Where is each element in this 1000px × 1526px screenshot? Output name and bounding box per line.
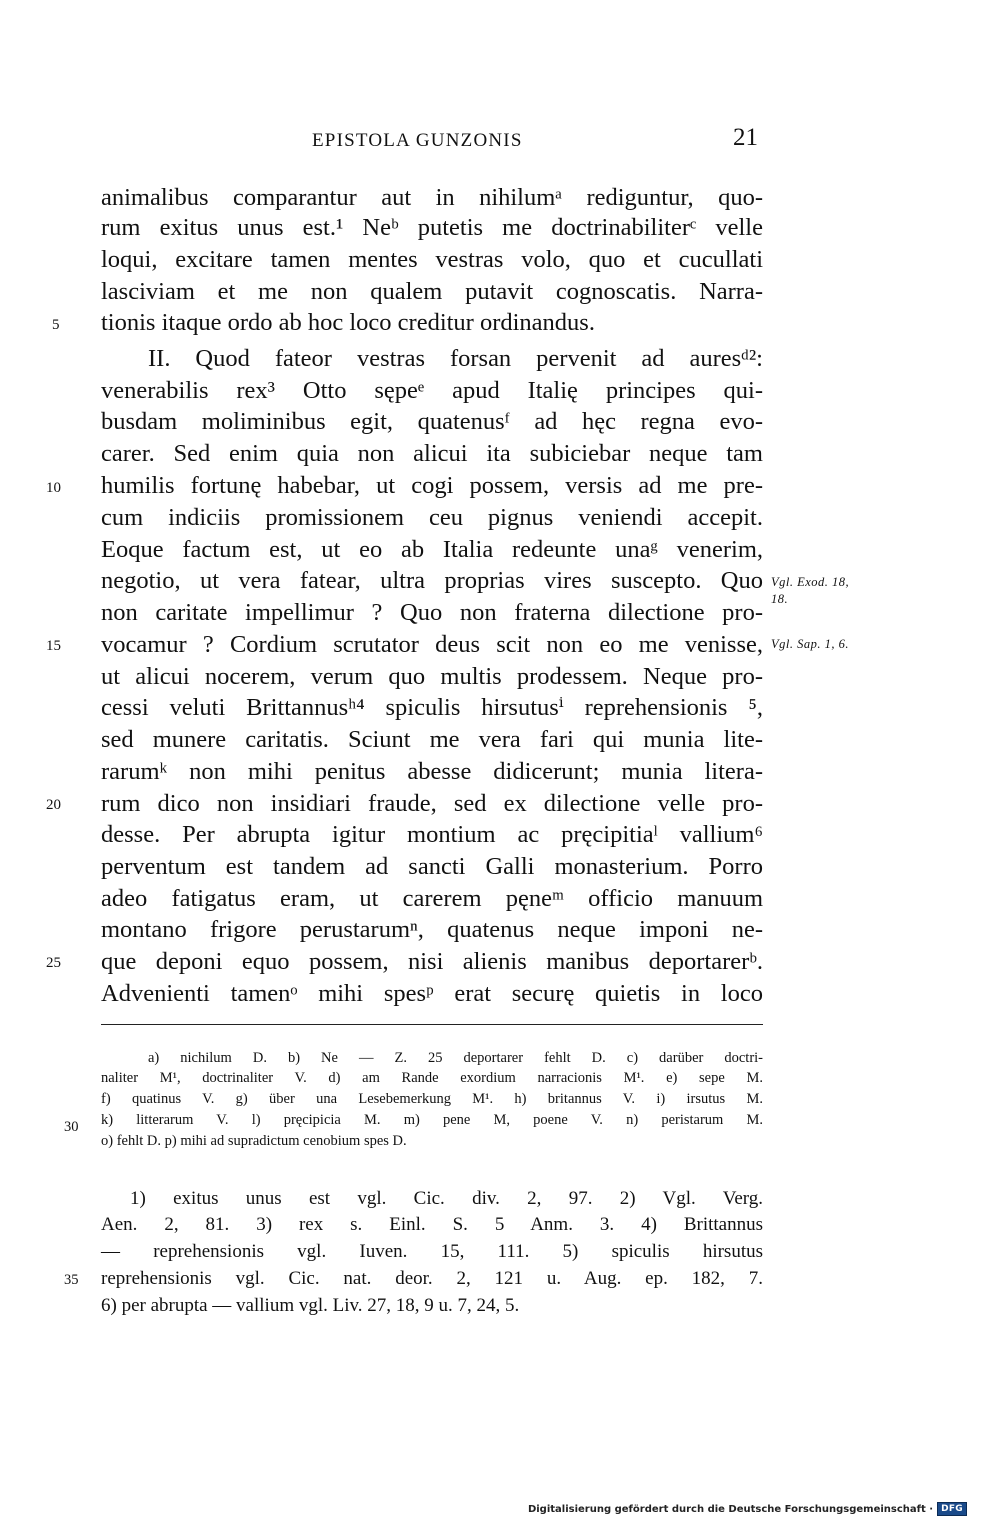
line-number: 30 bbox=[64, 1119, 79, 1135]
text-line: desse. Per abrupta igitur montium ac pręcipitiaˡ vallium⁶ bbox=[101, 821, 763, 848]
page-number: 21 bbox=[733, 124, 758, 151]
text-line: perventum est tandem ad sancti Galli monasterium. Porro bbox=[101, 853, 763, 880]
note-line: Aen. 2, 81. 3) rex s. Einl. S. 5 Anm. 3. 4) Brittannus bbox=[101, 1214, 763, 1235]
text-line: negotio, ut vera fatear, ultra proprias vires suscepto. Quo bbox=[101, 567, 763, 594]
note-line: 1) exitus unus est vgl. Cic. div. 2, 97. 2) Vgl. Verg. bbox=[130, 1188, 763, 1209]
line-number: 35 bbox=[64, 1272, 79, 1288]
footer-text: Digitalisierung gefördert durch die Deutsche Forschungsgemeinschaft · bbox=[527, 1503, 934, 1515]
dfg-logo: DFG bbox=[937, 1502, 967, 1516]
text-line: rarumᵏ non mihi penitus abesse didicerunt; munia litera- bbox=[101, 758, 763, 785]
line-number: 5 bbox=[52, 317, 60, 333]
text-line: Advenienti tamenᵒ mihi spesᵖ erat securę quietis in loco bbox=[101, 980, 763, 1007]
text-line: Eoque factum est, ut eo ab Italia redeunte unaᵍ venerim, bbox=[101, 536, 763, 563]
apparatus-line: o) fehlt D. p) mihi ad supradictum cenobium spes D. bbox=[101, 1133, 407, 1149]
text-line: montano frigore perustarumⁿ, quatenus neque imponi ne- bbox=[101, 916, 763, 943]
text-line: animalibus comparantur aut in nihilumᵃ rediguntur, quo- bbox=[101, 184, 763, 211]
note-line: — reprehensionis vgl. Iuven. 15, 111. 5) spiculis hirsutus bbox=[101, 1241, 763, 1262]
text-line: rum exitus unus est.¹ Neᵇ putetis me doctrinabiliterᶜ velle bbox=[101, 214, 763, 241]
text-line: rum dico non insidiari fraude, sed ex dilectione velle pro- bbox=[101, 790, 763, 817]
apparatus-line: k) litterarum V. l) pręcipicia M. m) pene M, poene V. n) peristarum M. bbox=[101, 1112, 763, 1128]
note-line: 6) per abrupta — vallium vgl. Liv. 27, 18, 9 u. 7, 24, 5. bbox=[101, 1295, 520, 1316]
footnote-divider bbox=[101, 1024, 763, 1025]
line-number: 20 bbox=[46, 797, 61, 813]
text-line: lasciviam et me non qualem putavit cognoscatis. Narra- bbox=[101, 278, 763, 305]
text-line: venerabilis rex³ Otto sępeᵉ apud Italię principes qui- bbox=[101, 377, 763, 404]
text-line: ut alicui nocerem, verum quo multis prodessem. Neque pro- bbox=[101, 663, 763, 690]
margin-note: Vgl. Sap. 1, 6. bbox=[771, 637, 849, 651]
text-line: vocamur ? Cordium scrutator deus scit non eo me venisse, bbox=[101, 631, 763, 658]
line-number: 15 bbox=[46, 638, 61, 654]
apparatus-line: naliter M¹, doctrinaliter V. d) am Rande exordium narracionis M¹. e) sepe M. bbox=[101, 1070, 763, 1086]
note-line: reprehensionis vgl. Cic. nat. deor. 2, 121 u. Aug. ep. 182, 7. bbox=[101, 1268, 763, 1289]
text-line: sed munere caritatis. Sciunt me vera fari qui munia lite- bbox=[101, 726, 763, 753]
text-line: loqui, excitare tamen mentes vestras volo, quo et cucullati bbox=[101, 246, 763, 273]
text-line: adeo fatigatus eram, ut carerem pęneᵐ officio manuum bbox=[101, 885, 763, 912]
text-line: cessi veluti Brittannusʰ⁴ spiculis hirsutusⁱ reprehensionis ⁵, bbox=[101, 694, 763, 721]
text-line: II. Quod fateor vestras forsan pervenit ad auresᵈ²: bbox=[148, 345, 763, 372]
text-line: tionis itaque ordo ab hoc loco creditur ordinandus. bbox=[101, 309, 595, 336]
text-line: cum indiciis promissionem ceu pignus veniendi accepit. bbox=[101, 504, 763, 531]
text-line: busdam moliminibus egit, quatenusᶠ ad hęc regna evo- bbox=[101, 408, 763, 435]
digitization-footer bbox=[528, 1502, 967, 1516]
text-line: que deponi equo possem, nisi alienis manibus deportarerᵇ. bbox=[101, 948, 763, 975]
text-line: carer. Sed enim quia non alicui ita subiciebar neque tam bbox=[101, 440, 763, 467]
apparatus-line: a) nichilum D. b) Ne — Z. 25 deportarer fehlt D. c) darüber doctri- bbox=[148, 1050, 763, 1066]
text-line: non caritate impellimur ? Quo non fraterna dilectione pro- bbox=[101, 599, 763, 626]
line-number: 10 bbox=[46, 480, 61, 496]
apparatus-line: f) quatinus V. g) über una Lesebemerkung M¹. h) britannus V. i) irsutus M. bbox=[101, 1091, 763, 1107]
margin-note: 18. bbox=[771, 592, 789, 606]
header-title: EPISTOLA GUNZONIS bbox=[312, 130, 523, 151]
text-line: humilis fortunę habebar, ut cogi possem, versis ad me pre- bbox=[101, 472, 763, 499]
margin-note: Vgl. Exod. 18, bbox=[771, 575, 850, 589]
line-number: 25 bbox=[46, 955, 61, 971]
